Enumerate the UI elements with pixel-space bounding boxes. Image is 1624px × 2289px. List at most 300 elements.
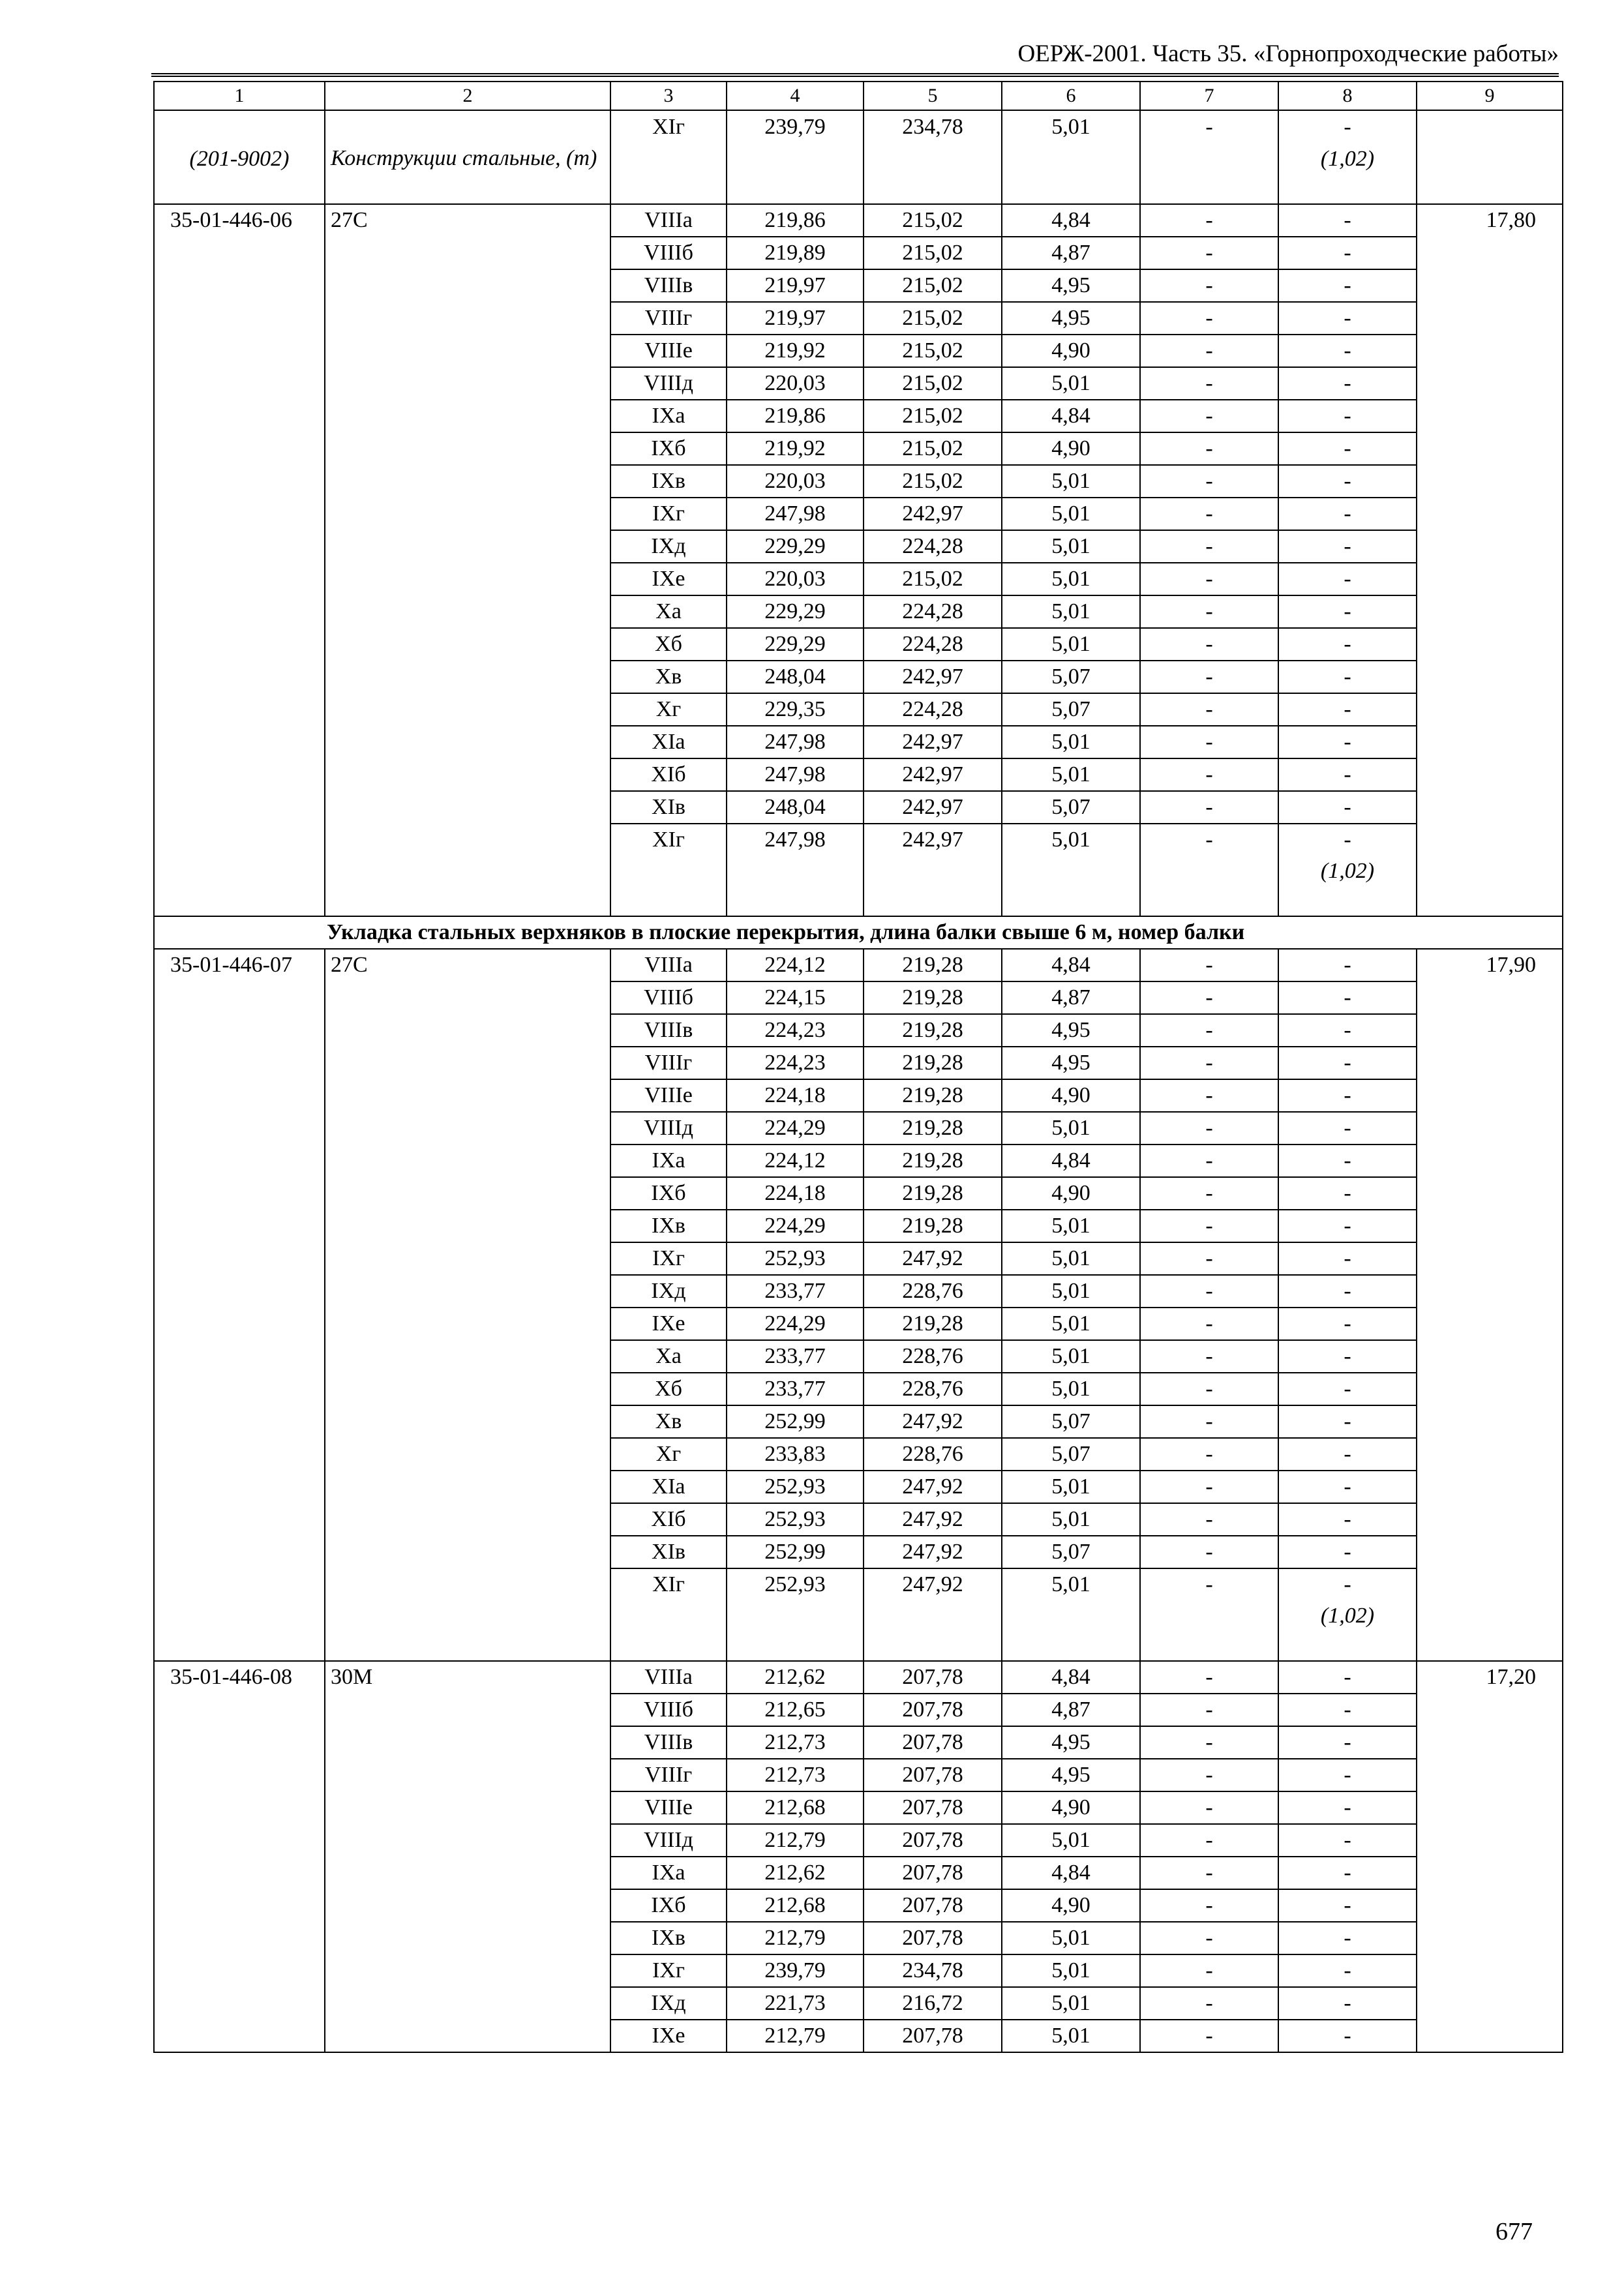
materials-cost-cell: - <box>1278 498 1417 530</box>
grade-cell: IXе <box>610 563 727 595</box>
rate-cell: 17,80 <box>1417 204 1563 916</box>
machine-cost-cell: 5,07 <box>1002 1438 1140 1471</box>
materials-cost-cell: - <box>1278 1047 1417 1079</box>
resource-empty <box>1002 143 1140 204</box>
materials-cost-cell: - <box>1278 1405 1417 1438</box>
machine-cost-cell: 4,95 <box>1002 1726 1140 1759</box>
resource-empty <box>610 856 727 916</box>
materials-cost-cell: - <box>1278 628 1417 661</box>
total-cost-cell: 224,29 <box>727 1308 864 1340</box>
grade-cell: IXг <box>610 498 727 530</box>
grade-cell: IXе <box>610 2020 727 2052</box>
driver-wage-cell: - <box>1140 302 1278 335</box>
total-cost-cell: 252,93 <box>727 1242 864 1275</box>
grade-cell: IXб <box>610 1177 727 1210</box>
grade-cell: VIIIб <box>610 237 727 269</box>
labor-cost-cell: 228,76 <box>864 1373 1002 1405</box>
machine-cost-cell: 5,01 <box>1002 1922 1140 1954</box>
materials-cost-cell: - <box>1278 1922 1417 1954</box>
materials-cost-cell: - <box>1278 949 1417 981</box>
machine-cost-cell: 4,95 <box>1002 1014 1140 1047</box>
grade-cell: IXе <box>610 1308 727 1340</box>
machine-cost-cell: 5,01 <box>1002 465 1140 498</box>
machine-cost-cell: 5,07 <box>1002 791 1140 824</box>
labor-cost-cell: 207,78 <box>864 1824 1002 1857</box>
total-cost-cell: 247,98 <box>727 824 864 856</box>
total-cost-cell: 224,12 <box>727 949 864 981</box>
materials-cost-cell: - <box>1278 1014 1417 1047</box>
driver-wage-cell: - <box>1140 949 1278 981</box>
driver-wage-cell: - <box>1140 1824 1278 1857</box>
grade-cell: Xа <box>610 1340 727 1373</box>
resource-empty <box>864 143 1002 204</box>
materials-cost-cell: - <box>1278 1759 1417 1791</box>
materials-cost-cell: - <box>1278 1373 1417 1405</box>
labor-cost-cell: 215,02 <box>864 432 1002 465</box>
materials-cost-cell: - <box>1278 1438 1417 1471</box>
total-cost-cell: 212,79 <box>727 1922 864 1954</box>
labor-cost-cell: 219,28 <box>864 1079 1002 1112</box>
grade-cell: IXд <box>610 1987 727 2020</box>
resource-empty <box>1140 1600 1278 1661</box>
machine-cost-cell: 4,84 <box>1002 949 1140 981</box>
column-number-row <box>154 82 1563 110</box>
materials-cost-cell: - <box>1278 432 1417 465</box>
materials-cost-cell: - <box>1278 204 1417 237</box>
materials-cost-cell: - <box>1278 1210 1417 1242</box>
labor-cost-cell: 242,97 <box>864 791 1002 824</box>
total-cost-cell: 229,29 <box>727 530 864 563</box>
materials-cost-cell: - <box>1278 1079 1417 1112</box>
resource-coefficient: (1,02) <box>1278 143 1417 204</box>
labor-cost-cell: 207,78 <box>864 1726 1002 1759</box>
labor-cost-cell: 215,02 <box>864 465 1002 498</box>
column-number: 5 <box>864 82 1002 110</box>
machine-cost-cell: 5,07 <box>1002 661 1140 693</box>
section-title: Укладка стальных верхняков в плоские перекрытия, длина балки свыше 6 м, номер балки <box>154 916 1563 949</box>
total-cost-cell: 239,79 <box>727 1954 864 1987</box>
total-cost-cell: 229,35 <box>727 693 864 726</box>
grade-cell: Xв <box>610 1405 727 1438</box>
machine-cost-cell: 5,01 <box>1002 1954 1140 1987</box>
code-cell <box>154 110 325 143</box>
labor-cost-cell: 224,28 <box>864 628 1002 661</box>
machine-cost-cell: 5,01 <box>1002 726 1140 758</box>
machine-cost-cell: 4,84 <box>1002 1661 1140 1694</box>
materials-cost-cell: - <box>1278 1503 1417 1536</box>
grade-cell: VIIIв <box>610 1014 727 1047</box>
machine-cost-cell: 5,01 <box>1002 530 1140 563</box>
materials-cost-cell: - <box>1278 1242 1417 1275</box>
driver-wage-cell: - <box>1140 1536 1278 1568</box>
total-cost-cell: 252,99 <box>727 1405 864 1438</box>
materials-cost-cell: - <box>1278 1661 1417 1694</box>
total-cost-cell: 247,98 <box>727 758 864 791</box>
materials-cost-cell: - <box>1278 791 1417 824</box>
total-cost-cell: 220,03 <box>727 563 864 595</box>
page-number: 677 <box>1496 2218 1533 2245</box>
labor-cost-cell: 242,97 <box>864 824 1002 856</box>
grade-cell: VIIIв <box>610 269 727 302</box>
materials-cost-cell: - <box>1278 1694 1417 1726</box>
driver-wage-cell: - <box>1140 1405 1278 1438</box>
total-cost-cell: 233,77 <box>727 1373 864 1405</box>
machine-cost-cell: 4,95 <box>1002 1047 1140 1079</box>
labor-cost-cell: 219,28 <box>864 981 1002 1014</box>
materials-cost-cell: - <box>1278 400 1417 432</box>
grade-cell: XIб <box>610 1503 727 1536</box>
machine-cost-cell: 5,01 <box>1002 1503 1140 1536</box>
total-cost-cell: 224,18 <box>727 1177 864 1210</box>
machine-cost-cell: 4,95 <box>1002 302 1140 335</box>
machine-cost-cell: 5,01 <box>1002 1242 1140 1275</box>
driver-wage-cell: - <box>1140 1242 1278 1275</box>
beam-cell <box>325 110 610 143</box>
driver-wage-cell: - <box>1140 530 1278 563</box>
total-cost-cell: 212,65 <box>727 1694 864 1726</box>
materials-cost-cell: - <box>1278 1144 1417 1177</box>
rates-table <box>153 81 1563 2053</box>
machine-cost-cell: 5,01 <box>1002 1210 1140 1242</box>
grade-cell: VIIIа <box>610 204 727 237</box>
grade-cell: VIIIг <box>610 1759 727 1791</box>
total-cost-cell: 248,04 <box>727 791 864 824</box>
labor-cost-cell: 247,92 <box>864 1503 1002 1536</box>
total-cost-cell: 221,73 <box>727 1987 864 2020</box>
resource-empty <box>610 143 727 204</box>
labor-cost-cell: 219,28 <box>864 1144 1002 1177</box>
labor-cost-cell: 224,28 <box>864 693 1002 726</box>
machine-cost-cell: 5,01 <box>1002 563 1140 595</box>
machine-cost-cell: 5,01 <box>1002 1373 1140 1405</box>
driver-wage-cell: - <box>1140 1047 1278 1079</box>
labor-cost-cell: 207,78 <box>864 1922 1002 1954</box>
driver-wage-cell: - <box>1140 628 1278 661</box>
materials-cost-cell: - <box>1278 1857 1417 1889</box>
column-number: 3 <box>610 82 727 110</box>
driver-wage-cell: - <box>1140 1471 1278 1503</box>
table-row <box>154 1661 1563 1694</box>
driver-wage-cell: - <box>1140 400 1278 432</box>
materials-cost-cell: - <box>1278 1987 1417 2020</box>
driver-wage-cell: - <box>1140 110 1278 143</box>
total-cost-cell: 239,79 <box>727 110 864 143</box>
driver-wage-cell: - <box>1140 432 1278 465</box>
driver-wage-cell: - <box>1140 824 1278 856</box>
resource-empty <box>1002 1600 1140 1661</box>
labor-cost-cell: 207,78 <box>864 1889 1002 1922</box>
machine-cost-cell: 4,87 <box>1002 1694 1140 1726</box>
labor-cost-cell: 247,92 <box>864 1471 1002 1503</box>
total-cost-cell: 247,98 <box>727 498 864 530</box>
resource-empty <box>1140 143 1278 204</box>
labor-cost-cell: 247,92 <box>864 1242 1002 1275</box>
machine-cost-cell: 5,01 <box>1002 1471 1140 1503</box>
grade-cell: XIг <box>610 110 727 143</box>
code-cell: 35-01-446-07 <box>154 949 325 1661</box>
machine-cost-cell: 5,07 <box>1002 1405 1140 1438</box>
materials-cost-cell: - <box>1278 595 1417 628</box>
driver-wage-cell: - <box>1140 1661 1278 1694</box>
total-cost-cell: 219,97 <box>727 302 864 335</box>
driver-wage-cell: - <box>1140 661 1278 693</box>
rate-cell: 17,20 <box>1417 1661 1563 2052</box>
beam-cell: 27С <box>325 204 610 916</box>
materials-cost-cell: - <box>1278 237 1417 269</box>
labor-cost-cell: 234,78 <box>864 1954 1002 1987</box>
total-cost-cell: 212,68 <box>727 1889 864 1922</box>
total-cost-cell: 220,03 <box>727 367 864 400</box>
grade-cell: IXг <box>610 1242 727 1275</box>
code-cell: 35-01-446-06 <box>154 204 325 916</box>
labor-cost-cell: 234,78 <box>864 110 1002 143</box>
total-cost-cell: 248,04 <box>727 661 864 693</box>
total-cost-cell: 212,62 <box>727 1857 864 1889</box>
resource-empty <box>1140 856 1278 916</box>
labor-cost-cell: 215,02 <box>864 302 1002 335</box>
machine-cost-cell: 5,01 <box>1002 1568 1140 1600</box>
machine-cost-cell: 5,01 <box>1002 758 1140 791</box>
grade-cell: IXв <box>610 1922 727 1954</box>
grade-cell: IXд <box>610 530 727 563</box>
grade-cell: XIг <box>610 824 727 856</box>
grade-cell: IXг <box>610 1954 727 1987</box>
driver-wage-cell: - <box>1140 1079 1278 1112</box>
grade-cell: VIIIб <box>610 981 727 1014</box>
resource-empty <box>610 1600 727 1661</box>
machine-cost-cell: 5,01 <box>1002 628 1140 661</box>
labor-cost-cell: 215,02 <box>864 400 1002 432</box>
materials-cost-cell: - <box>1278 1340 1417 1373</box>
driver-wage-cell: - <box>1140 758 1278 791</box>
materials-cost-cell: - <box>1278 465 1417 498</box>
labor-cost-cell: 242,97 <box>864 726 1002 758</box>
materials-cost-cell: - <box>1278 1536 1417 1568</box>
driver-wage-cell: - <box>1140 595 1278 628</box>
total-cost-cell: 252,93 <box>727 1503 864 1536</box>
labor-cost-cell: 228,76 <box>864 1340 1002 1373</box>
total-cost-cell: 219,86 <box>727 400 864 432</box>
driver-wage-cell: - <box>1140 1726 1278 1759</box>
driver-wage-cell: - <box>1140 204 1278 237</box>
labor-cost-cell: 247,92 <box>864 1536 1002 1568</box>
driver-wage-cell: - <box>1140 1694 1278 1726</box>
machine-cost-cell: 4,84 <box>1002 400 1140 432</box>
labor-cost-cell: 224,28 <box>864 530 1002 563</box>
grade-cell: IXд <box>610 1275 727 1308</box>
labor-cost-cell: 247,92 <box>864 1568 1002 1600</box>
driver-wage-cell: - <box>1140 335 1278 367</box>
driver-wage-cell: - <box>1140 1987 1278 2020</box>
total-cost-cell: 233,77 <box>727 1340 864 1373</box>
materials-cost-cell: - <box>1278 1471 1417 1503</box>
machine-cost-cell: 4,90 <box>1002 1079 1140 1112</box>
machine-cost-cell: 5,07 <box>1002 693 1140 726</box>
materials-cost-cell: - <box>1278 726 1417 758</box>
table-body <box>154 82 1563 2052</box>
machine-cost-cell: 5,01 <box>1002 1275 1140 1308</box>
grade-cell: VIIIв <box>610 1726 727 1759</box>
total-cost-cell: 219,86 <box>727 204 864 237</box>
labor-cost-cell: 207,78 <box>864 1791 1002 1824</box>
total-cost-cell: 220,03 <box>727 465 864 498</box>
header-rule <box>151 73 1559 77</box>
total-cost-cell: 212,79 <box>727 2020 864 2052</box>
driver-wage-cell: - <box>1140 1177 1278 1210</box>
total-cost-cell: 219,92 <box>727 432 864 465</box>
machine-cost-cell: 4,90 <box>1002 432 1140 465</box>
resource-coefficient: (1,02) <box>1278 856 1417 916</box>
materials-cost-cell: - <box>1278 335 1417 367</box>
machine-cost-cell: 4,84 <box>1002 1144 1140 1177</box>
grade-cell: VIIIб <box>610 1694 727 1726</box>
labor-cost-cell: 242,97 <box>864 498 1002 530</box>
resource-code: (201-9002) <box>154 143 325 204</box>
total-cost-cell: 252,99 <box>727 1536 864 1568</box>
grade-cell: IXа <box>610 400 727 432</box>
labor-cost-cell: 215,02 <box>864 269 1002 302</box>
beam-cell: 30М <box>325 1661 610 2052</box>
driver-wage-cell: - <box>1140 1014 1278 1047</box>
resource-row <box>154 143 1563 204</box>
driver-wage-cell: - <box>1140 981 1278 1014</box>
labor-cost-cell: 219,28 <box>864 1014 1002 1047</box>
driver-wage-cell: - <box>1140 726 1278 758</box>
machine-cost-cell: 4,84 <box>1002 204 1140 237</box>
total-cost-cell: 212,79 <box>727 1824 864 1857</box>
table-row <box>154 949 1563 981</box>
grade-cell: XIг <box>610 1568 727 1600</box>
total-cost-cell: 219,89 <box>727 237 864 269</box>
resource-empty <box>727 143 864 204</box>
total-cost-cell: 224,12 <box>727 1144 864 1177</box>
resource-empty <box>727 856 864 916</box>
resource-name: Конструкции стальные, (т) <box>325 143 610 204</box>
materials-cost-cell: - <box>1278 302 1417 335</box>
materials-cost-cell: - <box>1278 1177 1417 1210</box>
machine-cost-cell: 5,01 <box>1002 1987 1140 2020</box>
labor-cost-cell: 207,78 <box>864 1661 1002 1694</box>
materials-cost-cell: - <box>1278 1954 1417 1987</box>
total-cost-cell: 212,68 <box>727 1791 864 1824</box>
driver-wage-cell: - <box>1140 1210 1278 1242</box>
machine-cost-cell: 5,01 <box>1002 2020 1140 2052</box>
total-cost-cell: 252,93 <box>727 1471 864 1503</box>
machine-cost-cell: 4,95 <box>1002 1759 1140 1791</box>
labor-cost-cell: 219,28 <box>864 1210 1002 1242</box>
driver-wage-cell: - <box>1140 1857 1278 1889</box>
machine-cost-cell: 4,90 <box>1002 1889 1140 1922</box>
total-cost-cell: 229,29 <box>727 595 864 628</box>
resource-empty <box>864 856 1002 916</box>
materials-cost-cell: - <box>1278 758 1417 791</box>
driver-wage-cell: - <box>1140 1340 1278 1373</box>
driver-wage-cell: - <box>1140 1922 1278 1954</box>
materials-cost-cell: - <box>1278 2020 1417 2052</box>
code-cell: 35-01-446-08 <box>154 1661 325 2052</box>
grade-cell: VIIIе <box>610 1791 727 1824</box>
grade-cell: XIа <box>610 1471 727 1503</box>
materials-cost-cell: - <box>1278 1112 1417 1144</box>
materials-cost-cell: - <box>1278 1726 1417 1759</box>
materials-cost-cell: - <box>1278 981 1417 1014</box>
column-number: 1 <box>154 82 325 110</box>
total-cost-cell: 212,73 <box>727 1759 864 1791</box>
grade-cell: VIIIг <box>610 1047 727 1079</box>
driver-wage-cell: - <box>1140 1791 1278 1824</box>
grade-cell: IXа <box>610 1857 727 1889</box>
labor-cost-cell: 219,28 <box>864 1047 1002 1079</box>
machine-cost-cell: 5,07 <box>1002 1536 1140 1568</box>
total-cost-cell: 212,62 <box>727 1661 864 1694</box>
grade-cell: VIIIа <box>610 949 727 981</box>
driver-wage-cell: - <box>1140 1112 1278 1144</box>
grade-cell: VIIIд <box>610 1824 727 1857</box>
driver-wage-cell: - <box>1140 1568 1278 1600</box>
total-cost-cell: 224,29 <box>727 1112 864 1144</box>
materials-cost-cell: - <box>1278 1889 1417 1922</box>
machine-cost-cell: 5,01 <box>1002 110 1140 143</box>
total-cost-cell: 224,23 <box>727 1047 864 1079</box>
grade-cell: XIб <box>610 758 727 791</box>
grade-cell: IXв <box>610 465 727 498</box>
grade-cell: IXб <box>610 1889 727 1922</box>
machine-cost-cell: 4,90 <box>1002 335 1140 367</box>
resource-coefficient: (1,02) <box>1278 1600 1417 1661</box>
machine-cost-cell: 5,01 <box>1002 1308 1140 1340</box>
grade-cell: Xв <box>610 661 727 693</box>
labor-cost-cell: 219,28 <box>864 1308 1002 1340</box>
materials-cost-cell: - <box>1278 1275 1417 1308</box>
labor-cost-cell: 207,78 <box>864 2020 1002 2052</box>
machine-cost-cell: 5,01 <box>1002 498 1140 530</box>
resource-empty <box>727 1600 864 1661</box>
total-cost-cell: 212,73 <box>727 1726 864 1759</box>
total-cost-cell: 252,93 <box>727 1568 864 1600</box>
grade-cell: VIIIе <box>610 1079 727 1112</box>
driver-wage-cell: - <box>1140 1308 1278 1340</box>
materials-cost-cell: - <box>1278 1824 1417 1857</box>
machine-cost-cell: 5,01 <box>1002 1824 1140 1857</box>
grade-cell: VIIIд <box>610 1112 727 1144</box>
materials-cost-cell: - <box>1278 1308 1417 1340</box>
labor-cost-cell: 216,72 <box>864 1987 1002 2020</box>
table-row <box>154 204 1563 237</box>
total-cost-cell: 219,97 <box>727 269 864 302</box>
labor-cost-cell: 207,78 <box>864 1759 1002 1791</box>
materials-cost-cell: - <box>1278 693 1417 726</box>
materials-cost-cell: - <box>1278 661 1417 693</box>
driver-wage-cell: - <box>1140 1503 1278 1536</box>
column-number: 9 <box>1417 82 1563 110</box>
driver-wage-cell: - <box>1140 237 1278 269</box>
driver-wage-cell: - <box>1140 2020 1278 2052</box>
driver-wage-cell: - <box>1140 791 1278 824</box>
materials-cost-cell: - <box>1278 824 1417 856</box>
grade-cell: IXб <box>610 432 727 465</box>
machine-cost-cell: 4,87 <box>1002 981 1140 1014</box>
machine-cost-cell: 5,01 <box>1002 367 1140 400</box>
labor-cost-cell: 219,28 <box>864 949 1002 981</box>
labor-cost-cell: 207,78 <box>864 1857 1002 1889</box>
total-cost-cell: 224,18 <box>727 1079 864 1112</box>
rate-cell: 17,90 <box>1417 949 1563 1661</box>
driver-wage-cell: - <box>1140 1275 1278 1308</box>
labor-cost-cell: 215,02 <box>864 335 1002 367</box>
grade-cell: VIIIд <box>610 367 727 400</box>
labor-cost-cell: 219,28 <box>864 1177 1002 1210</box>
grade-cell: VIIIг <box>610 302 727 335</box>
